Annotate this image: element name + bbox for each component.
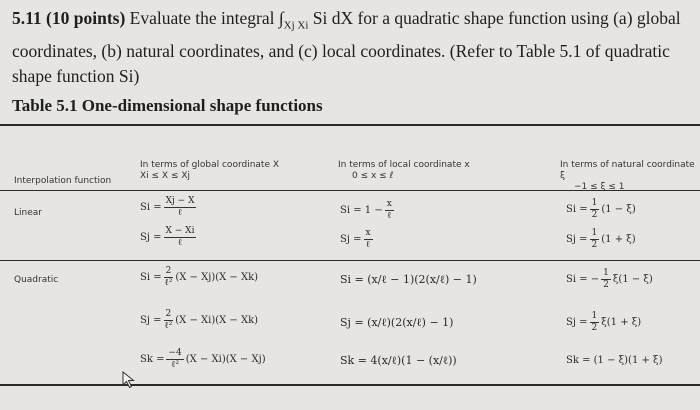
fraction-denominator: 2: [591, 210, 598, 220]
table-bottom-rule: [0, 384, 700, 386]
fraction-numerator: 1: [591, 228, 598, 238]
header-interpolation: Interpolation function: [14, 176, 112, 186]
fraction-numerator: 1: [603, 268, 609, 278]
problem-line-3: shape function Si): [12, 65, 140, 86]
fraction: [590, 198, 600, 221]
fraction: [164, 266, 174, 289]
fraction: [164, 196, 197, 219]
quadratic-global-sj: [140, 309, 258, 332]
problem-text-1b: Si dX for a quadratic shape function using (a) global: [308, 8, 681, 28]
fraction-denominator: ℓ: [365, 240, 371, 250]
fraction-denominator: ℓ: [387, 211, 392, 221]
problem-line-1: [12, 6, 692, 39]
quadratic-natural-sj: [566, 311, 641, 334]
fraction-numerator: X − Xi: [165, 226, 195, 236]
formula-lhs: Si = 1 −: [340, 205, 383, 216]
fraction: [385, 199, 394, 222]
fraction-numerator: 1: [591, 311, 598, 321]
fraction-numerator: −4: [168, 348, 182, 358]
fraction-denominator: ℓ²: [164, 278, 173, 288]
formula-rhs: ξ(1 − ξ): [612, 274, 653, 285]
formula-lhs: Sj =: [140, 232, 162, 243]
linear-local-si: [340, 199, 396, 222]
header-global-line1: In terms of global coordinate X: [140, 160, 280, 170]
formula-rhs: (X − Xj)(X − Xk): [175, 272, 259, 283]
integral-limits: Xj Xi: [283, 19, 309, 32]
formula-rhs: (X − Xi)(X − Xk): [175, 315, 259, 326]
fraction: [164, 226, 197, 249]
fraction-denominator: ℓ²: [164, 321, 173, 331]
quadratic-local-sj: Sj = (x/ℓ)(2(x/ℓ) − 1): [340, 316, 454, 329]
fraction-denominator: ℓ²: [171, 360, 180, 370]
fraction-numerator: x: [365, 228, 371, 238]
formula-lhs: Si = −: [566, 274, 600, 285]
quadratic-natural-si: [566, 268, 653, 291]
fraction: [164, 309, 174, 332]
formula-lhs: Sj =: [140, 315, 162, 326]
fraction-denominator: 2: [591, 240, 598, 250]
fraction: [590, 311, 600, 334]
fraction-numerator: x: [386, 199, 392, 209]
fraction-numerator: Xj − X: [165, 196, 195, 206]
fraction: [364, 228, 373, 251]
linear-natural-sj: [566, 228, 636, 251]
linear-local-sj: [340, 228, 375, 251]
quadratic-natural-sk: Sk = (1 − ξ)(1 + ξ): [566, 355, 663, 366]
formula-rhs: (X − Xi)(X − Xj): [185, 354, 266, 365]
formula-lhs: Si =: [566, 204, 588, 215]
problem-text-1: Evaluate the integral ∫: [125, 8, 284, 28]
fraction-numerator: 2: [165, 309, 172, 319]
fraction: [601, 268, 611, 291]
header-global: [140, 160, 279, 182]
header-natural-line1: In terms of natural coordinate ξ: [560, 160, 695, 181]
quadratic-local-sk: Sk = 4(x/ℓ)(1 − (x/ℓ)): [340, 354, 457, 367]
quadratic-global-sk: [140, 348, 266, 371]
header-natural-line2: −1 ≤ ξ ≤ 1: [574, 182, 625, 192]
table-title: Table 5.1 One-dimensional shape functions: [12, 96, 323, 115]
fraction: [166, 348, 183, 371]
fraction-denominator: ℓ: [177, 238, 183, 248]
header-local-line1: In terms of local coordinate x: [338, 160, 470, 170]
row-rule: [0, 260, 700, 261]
fraction-denominator: 2: [603, 280, 609, 290]
formula-lhs: Sj =: [566, 234, 588, 245]
row-label-linear: Linear: [14, 208, 42, 218]
fraction-numerator: 1: [591, 198, 598, 208]
quadratic-local-si: Si = (x/ℓ − 1)(2(x/ℓ) − 1): [340, 273, 477, 286]
fraction-numerator: 2: [165, 266, 172, 276]
formula-lhs: Sj =: [340, 234, 362, 245]
header-local-line2: 0 ≤ x ≤ ℓ: [352, 171, 394, 181]
row-label-quadratic: Quadratic: [14, 275, 59, 285]
formula-rhs: ξ(1 + ξ): [601, 317, 642, 328]
formula-lhs: Si =: [140, 272, 162, 283]
header-local: [338, 160, 470, 182]
linear-global-sj: [140, 226, 198, 249]
fraction-denominator: ℓ: [177, 208, 183, 218]
header-global-line2: Xi ≤ X ≤ Xj: [140, 171, 191, 181]
formula-rhs: (1 + ξ): [601, 234, 636, 245]
problem-number: 5.11 (10 points): [12, 8, 126, 28]
problem-statement: [12, 6, 692, 89]
formula-lhs: Sj =: [566, 317, 588, 328]
fraction: [590, 228, 600, 251]
fraction-denominator: 2: [591, 323, 598, 333]
problem-line-2: coordinates, (b) natural coordinates, and (c) local coordinates. (Refer to Table 5.1 of quadratic: [12, 40, 670, 61]
mouse-pointer-icon: [122, 371, 138, 389]
table-top-rule: [0, 124, 700, 126]
formula-lhs: Sk =: [140, 354, 165, 365]
linear-global-si: [140, 196, 198, 219]
formula-lhs: Si =: [140, 202, 162, 213]
formula-rhs: (1 − ξ): [601, 204, 636, 215]
header-natural: [560, 160, 700, 193]
linear-natural-si: [566, 198, 636, 221]
quadratic-global-si: [140, 266, 258, 289]
